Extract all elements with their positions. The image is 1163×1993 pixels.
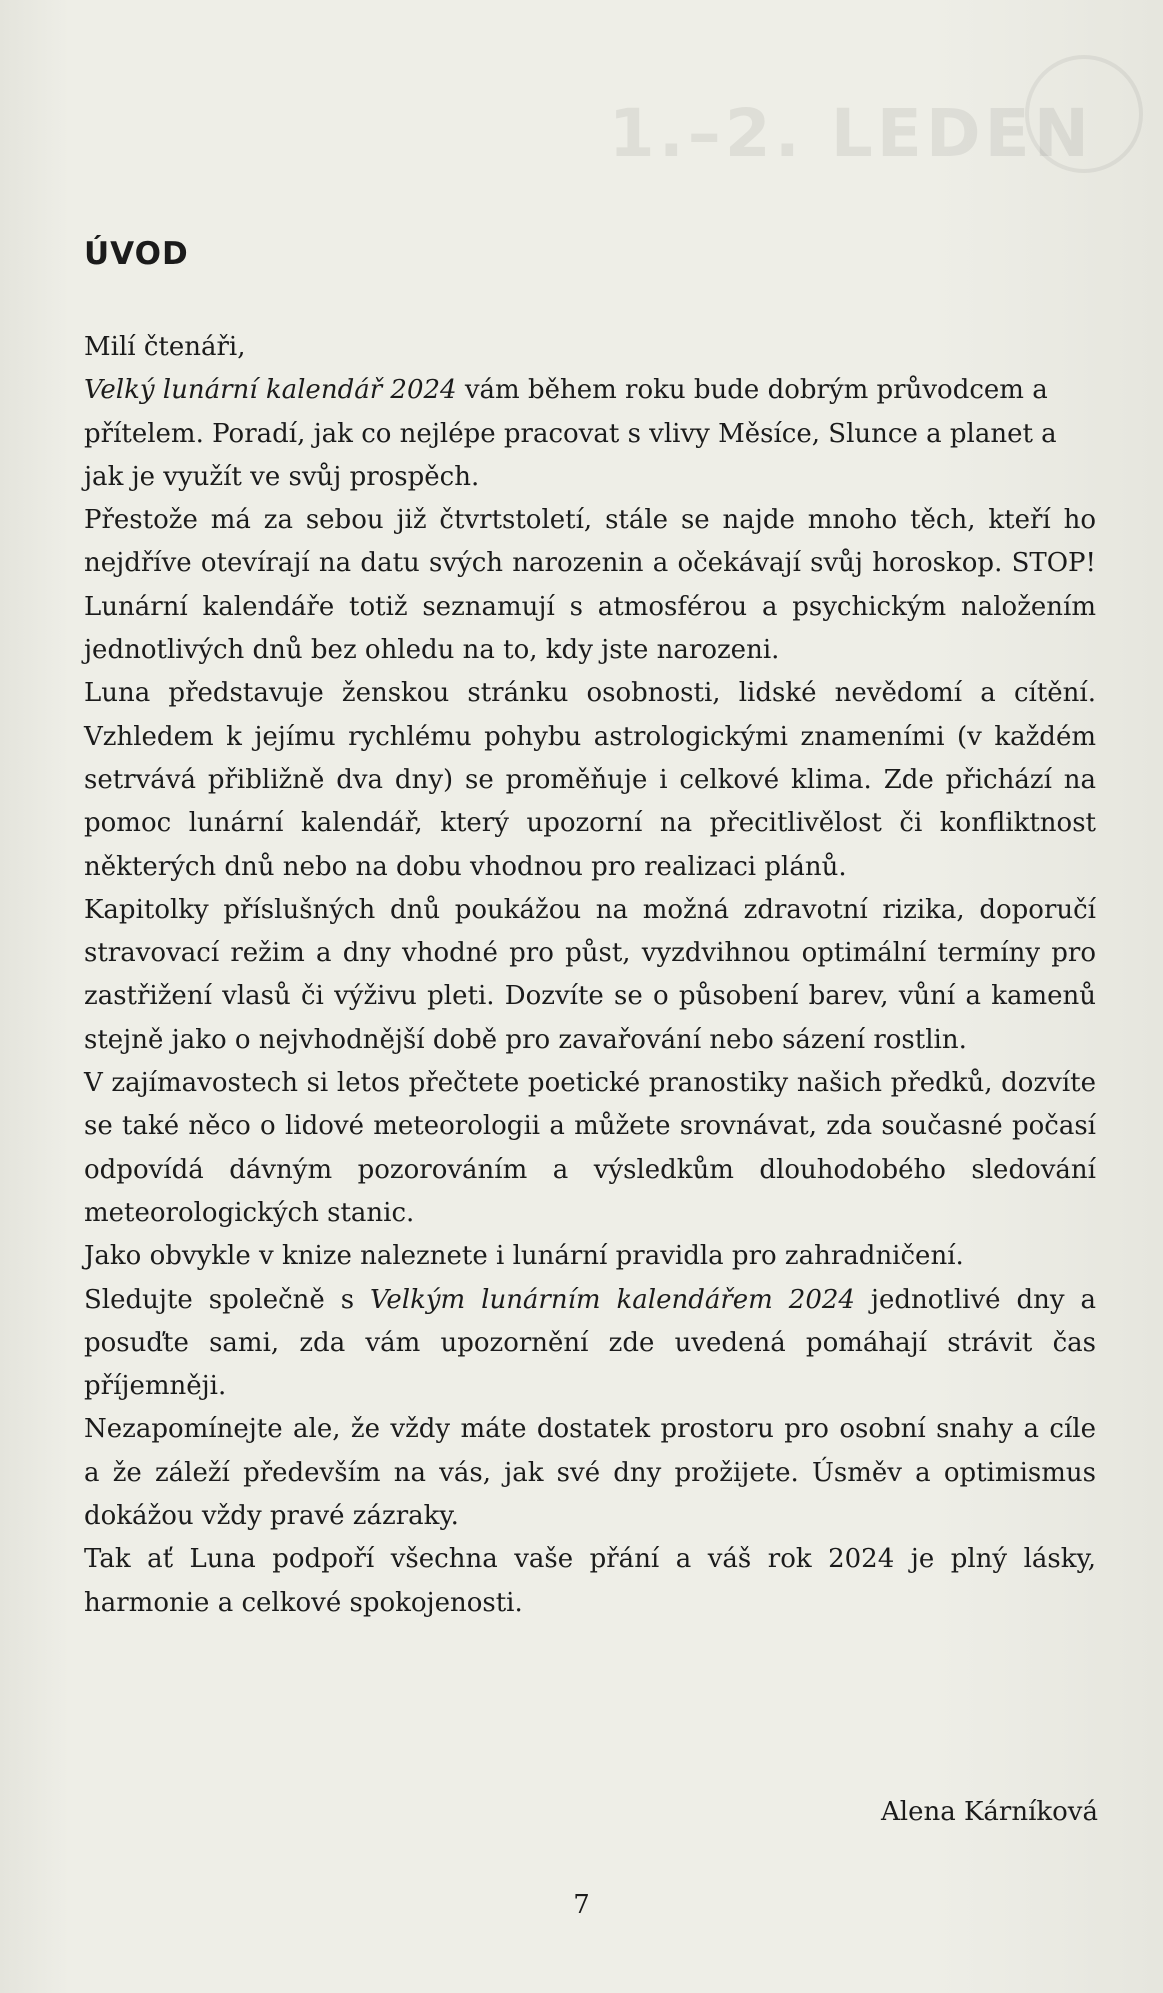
page-number: 7 <box>573 1890 590 1920</box>
book-title-italic: Velký lunární kalendář 2024 <box>84 375 457 406</box>
paragraph-2: Přestože má za sebou již čtvrtstoletí, stále se najde mnoho těch, kteří ho nejdříve otevírají na datu svých narozenin a očekávají svůj horoskop. STOP! Lunární kalendáře totiž seznamují s atmosférou a psychickým naložením jednotlivých dnů bez ohledu na to, kdy jste narozeni. <box>84 505 1096 666</box>
body-text <box>84 326 1096 1625</box>
greeting: Milí čtenáři, <box>84 332 246 362</box>
author-signature: Alena Kárníková <box>880 1797 1098 1827</box>
paragraph-7 <box>84 1279 1096 1409</box>
paragraph-4: Kapitolky příslušných dnů poukážou na možná zdravotní rizika, doporučí stravovací režim a dny vhodné pro půst, vyzdvihnou optimální termíny pro zastřižení vlasů či výživu pleti. Dozvíte se o působení barev, vůní a kamenů stejně jako o nejvhodnější době pro zavařování nebo sázení rostlin. <box>84 894 1096 1055</box>
paragraph-7-suffix: jednotlivé dny a posuďte sami, zda vám upozornění zde uvedená pomáhají strávit čas příjemněji. <box>84 1284 1096 1402</box>
page-heading: ÚVOD <box>84 236 189 272</box>
paragraph-8: Nezapomínejte ale, že vždy máte dostatek prostoru pro osobní snahy a cíle a že záleží především na vás, jak své dny prožijete. Úsměv a optimismus dokážou vždy pravé zázraky. <box>84 1414 1096 1532</box>
paragraph-6: Jako obvykle v knize naleznete i lunární pravidla pro zahradničení. <box>84 1241 964 1272</box>
book-title-italic-2: Velkým lunárním kalendářem 2024 <box>370 1284 855 1315</box>
paragraph-3: Luna představuje ženskou stránku osobnosti, lidské nevědomí a cítění. Vzhledem k jejímu rychlému pohybu astrologickými znameními (v každém setrvává přibližně dva dny) se proměňuje i celkové klima. Zde přichází na pomoc lunární kalendář, který upozorní na přecitlivělost či konfliktnost některých dnů nebo na dobu vhodnou pro realizaci plánů. <box>84 678 1096 882</box>
paragraph-1-text: vám během roku bude dobrým průvodcem a přítelem. Poradí, jak co nejlépe pracovat s vlivy Měsíce, Slunce a planet a jak je využít ve svůj prospěch. <box>84 375 1057 492</box>
bleed-through-text: 1.–2. LEDEN <box>608 95 1093 172</box>
paragraph-7-prefix: Sledujte společně s <box>84 1284 370 1315</box>
paragraph-9: Tak ať Luna podpoří všechna vaše přání a váš rok 2024 je plný lásky, harmonie a celkové spokojenosti. <box>84 1544 1096 1618</box>
paragraph-5: V zajímavostech si letos přečtete poetické pranostiky našich předků, dozvíte se také něco o lidové meteorologii a můžete srovnávat, zda současné počasí odpovídá dávným pozorováním a výsledkům dlouhodobého sledování meteorologických stanic. <box>84 1068 1096 1228</box>
paragraph-1 <box>84 369 1096 499</box>
